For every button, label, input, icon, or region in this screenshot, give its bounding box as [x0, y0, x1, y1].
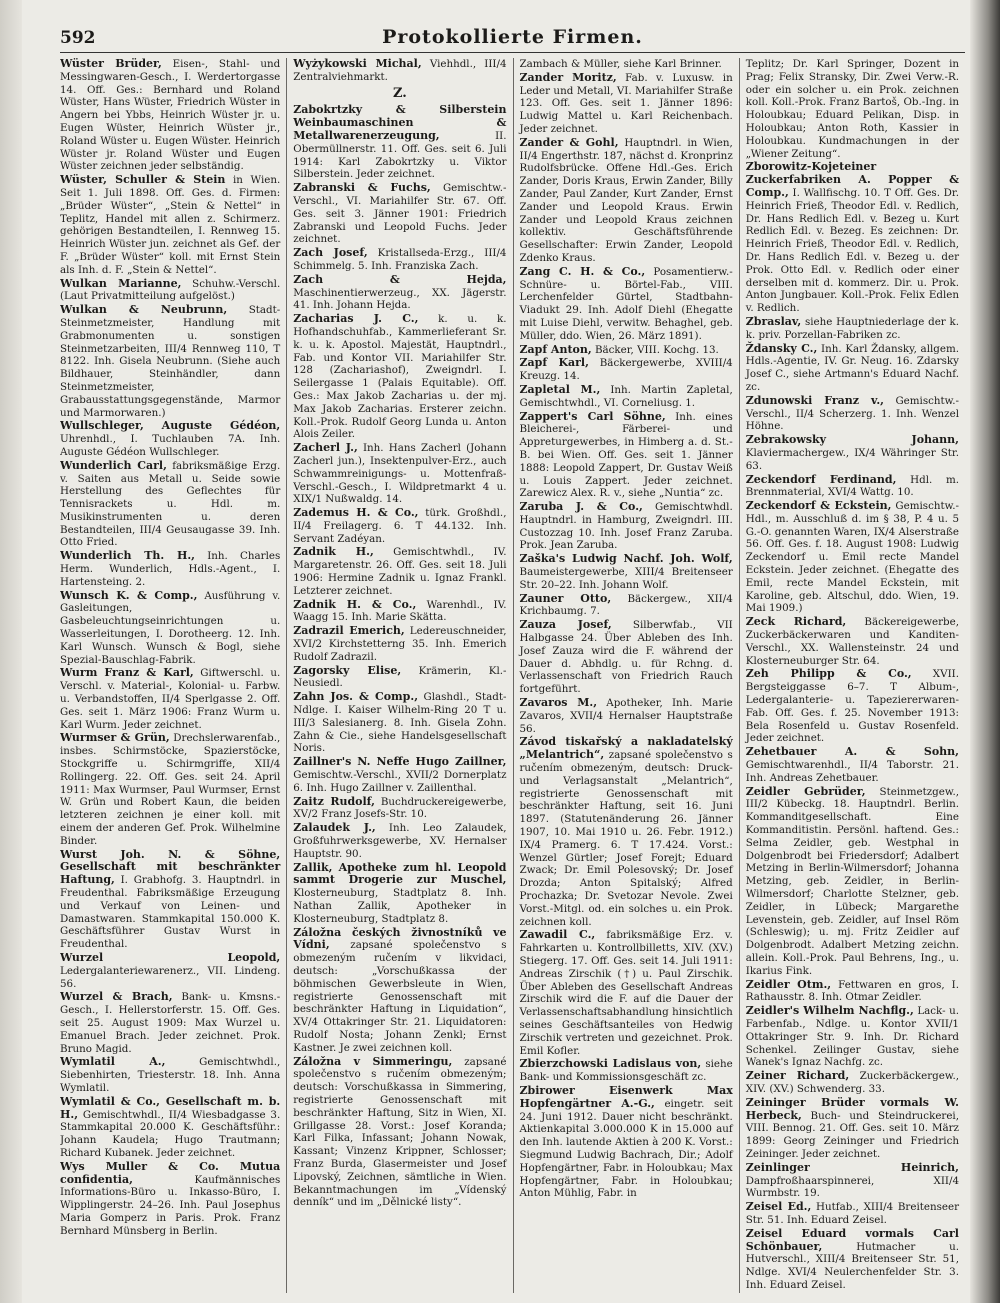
directory-entry: [746, 395, 959, 433]
directory-entry: [293, 599, 506, 625]
entry-text: Bäckergew., XII/4 Krichbaumg. 7.: [519, 592, 733, 618]
entry-text: in Wien. Seit 1. Juli 1898. Off. Ges. d. Firmen: „Brüder Wüster“, „Stein & Nettel“ in Teplitz, Handel mit allen z. Schirmerz. gehörigen Bestandteilen, I. Rennweg 15. Heinrich Wüster jun. zeichnet als Gef. der F. „Brüder Wüster“ koll. mit Ernst Stein als Inh. d. F. „Stein & Nettel“.: [60, 174, 281, 276]
entry-text: Fab. v. Luxusw. in Leder und Metall, VI. Mariahilfer Straße 123. Off. Ges. seit 1. Jänner 1896: Ludwig Mattel u. Karl Reichenbach. Jeder zeichnet.: [519, 71, 733, 135]
directory-entry: [293, 625, 506, 663]
firm-name: Zavaros M.,: [519, 696, 598, 710]
entry-text: Inh. Karl Ždansky, allgem. Hdls.-Agentie, IV. Gr. Neug. 16. Zdarsky Josef C., siehe Artmann's Eduard Nachf. zc.: [745, 342, 959, 393]
firm-name: Zeisel Eduard vormals Carl Schönbauer,: [745, 1226, 959, 1253]
column-4: [739, 58, 965, 1293]
entry-text: Hutmacher u. Hutverschl., XIII/4 Breitenseer Str. 51, Ndlge. XVI/4 Neulerchenfelder Str. 3. Inh. Eduard Zeisel.: [745, 1240, 959, 1291]
directory-entry: [293, 1056, 506, 1210]
directory-entry: [520, 929, 733, 1057]
entry-text: Teplitz; Dr. Karl Springer, Dozent in Prag; Felix Stransky, Dir. Zwei Verw.-R. oder ein solcher u. ein Prok. zeichnen koll. Koll.-Prok. Franz Bartoš, Ob.-Ing. in Holoubkau; Eduard Pelikan, Disp. in Holoubkau; Anton Roth, Kassier in Holoubkau. Kundmachungen in der „Wiener Zeitung“.: [745, 58, 959, 160]
directory-entry: [520, 357, 733, 383]
directory-entry: [293, 756, 506, 794]
directory-entry: [746, 434, 959, 472]
directory-entry: [60, 667, 280, 731]
directory-entry: [60, 174, 280, 276]
entry-text: Ledergalanteriewarenerz., VII. Lindeng. 56.: [60, 964, 281, 990]
directory-entry: [520, 58, 733, 71]
entry-text: Gemischtwhdl., Siebenhirten, Triesterstr. 18. Inh. Anna Wymlatil.: [60, 1056, 281, 1094]
firm-name: Zander & Gohl,: [519, 135, 619, 149]
entry-text: Bäckergewerbe, XVIII/4 Kreuzg. 14.: [519, 357, 733, 383]
entry-text: Gemischtw.-Verschl., XVII/2 Dornerplatz 6. Inh. Hugo Zaillner v. Zaillenthal.: [293, 769, 507, 794]
entry-text: Inh. Hans Zacherl (Johann Zacherl jun.), Insektenpulver-Erz., auch Schwammreinigungs- u. Mottenfraß-Verschl.-Gesch., I. Wildpretmarkt 4 u. XIX/1 Nußwaldg. 14.: [293, 442, 507, 506]
firm-name: Zaruba J. & Co.,: [519, 500, 643, 514]
entry-text: Bäcker, VIII. Kochg. 13.: [591, 343, 719, 356]
firm-name: Zeidler Gebrüder,: [745, 784, 866, 798]
directory-entry: [60, 991, 280, 1055]
entry-text: Giftwerschl. u. Verschl. v. Material-, Kolonial- u. Farbw. u. Verbandstoffen, II/4 Sperlgasse 2. Off. Ges. seit 1. März 1906: Franz Wurm u. Karl Wurm. Jeder zeichnet.: [60, 667, 281, 731]
directory-entry: [60, 1096, 280, 1160]
entry-text: Glashdl., Stadt-Ndlge. I. Kaiser Wilhelm-Ring 20 T u. III/3 Salesianerg. 8. Inh. Gisela Zohn. Zahn & Cie., siehe Handelsgesellschaft Noris.: [293, 691, 507, 755]
firm-name: Zbierzchowski Ladislaus von,: [519, 1057, 702, 1071]
directory-entry: [60, 1056, 280, 1094]
directory-entry: [746, 500, 959, 615]
entry-text: I. Wallfischg. 10. T Off. Ges. Dr. Heinrich Frieß, Theodor Edl. v. Redlich, Dr. Hans Redlich Edl. v. Bezeg u. Kurt Redlich Edl. v. Bezeg. Es zeichnen: Dr. Heinrich Frieß, Theodor Edl. v. Redlich, Dr. Hans Redlich Edl. v. Bezeg u. der Prok. Otto Edl. v. Redlich oder einer derselben mit d. kommerz. Dir. u. Prok. Anton Jungbauer. Koll.-Prok. Felix Edlen v. Redlich.: [745, 186, 959, 315]
firm-name: Zeckendorf & Eckstein,: [745, 499, 892, 513]
directory-entry: [293, 665, 506, 691]
directory-entry: [293, 796, 506, 822]
firm-name: Zapf Anton,: [519, 342, 592, 356]
column-2: [286, 58, 512, 1293]
entry-text: Zambach & Müller, siehe Karl Brinner.: [519, 58, 722, 70]
entry-text: Kaufmännisches Informations-Büro u. Inkasso-Büro, I. Wipplingerstr. 24–26. Inh. Paul Josephus Maria Gomperz in Paris. Prok. Franz Bernhard Münsberg in Berlin.: [60, 1173, 281, 1237]
entry-text: Gemischtwhdl. Hauptndrl. in Hamburg, Zweigndrl. III. Custozzag 10. Inh. Josef Franz Zaruba. Prok. Jean Zaruba.: [519, 501, 733, 552]
entry-text: Inh. eines Bleicherei-, Färberei- und Appreturgewerbes, in Himberg a. d. St.-B. bei Wien. Off. Ges. seit 1. Jänner 1888: Leopold Zappert, Dr. Gustav Weiß u. Louis Zappert. Jeder zeichnet. Zarewicz Alex. R. v., siehe „Nuntia“ zc.: [519, 410, 733, 500]
firm-name: Zdunowski Franz v.,: [745, 393, 884, 407]
entry-text: türk. Großhdl., II/4 Freilagerg. 6. T 44.132. Inh. Servant Zadéyan.: [293, 507, 507, 545]
directory-entry: [746, 1201, 959, 1227]
directory-entry: [293, 442, 506, 506]
firm-name: Zaillner's N. Neffe Hugo Zaillner,: [293, 755, 507, 769]
entry-text: Apotheker, Inh. Marie Zavaros, XVII/4 Hernalser Hauptstraße 56.: [519, 697, 733, 735]
entry-text: Inh. Leo Zalaudek, Großfuhrwerksgewerbe, XV. Hernalser Hauptstr. 90.: [293, 822, 507, 860]
directory-entry: [293, 822, 506, 860]
page-header: [60, 26, 965, 53]
entry-text: Dampfroßhaarspinnerei, XII/4 Wurmbstr. 19.: [745, 1174, 959, 1200]
firm-name: Zang C. H. & Co.,: [519, 264, 646, 278]
entry-text: Buch- und Steindruckerei, VIII. Bennog. 21. Off. Ges. seit 10. März 1899: Georg Zeininger und Friedrich Zeininger. Jeder zeichnet.: [745, 1109, 959, 1160]
firm-name: Zander Moritz,: [519, 70, 617, 84]
entry-text: Gemischtwhdl., II/4 Wiesbadgasse 3. Stammkapital 20.000 K. Geschäftsführ.: Johann Kaudela; Hugo Trautmann; Richard Kubanek. Jeder zeichnet.: [60, 1108, 281, 1159]
entry-text: zapsané společenstvo s obmezeným ručením v likvidaci, deutsch: „Vorschußkassa der böhmischen Gewerbsleute in Wien, registrierte Genossenschaft mit beschränkter Haftung in Liquidation“, XV/4 Ottakringer Str. 21. Liquidatoren: Rudolf Nosta; Johann Zenkl; Ernst Kastner. Je zwei zeichnen koll.: [293, 939, 507, 1054]
directory-entry: [60, 849, 280, 951]
directory-entry: [746, 316, 959, 342]
directory-entry: [293, 182, 506, 246]
directory-entry: [293, 691, 506, 755]
directory-entry: [520, 72, 733, 136]
firm-name: Wurmser & Grün,: [60, 731, 170, 745]
firm-name: Zeidler Otm.,: [745, 977, 832, 991]
running-head: Protokollierte Firmen.: [382, 26, 643, 48]
entry-text: Ausführung v. Gasleitungen, Gasbeleuchtungseinrichtungen u. Wasserleitungen, I. Dorotheerg. 12. Inh. Karl Wunsch. Wunsch & Bogl, siehe Spezial-Bauschlag-Fabrik.: [60, 589, 281, 666]
entry-text: k. u. k. Hofhandschuhfab., Kammerlieferant Sr. k. u. k. Apostol. Majestät, Hauptndrl., Fab. und Kontor VII. Mariahilfer Str. 128 (Zachariashof), Zweigndrl. I. Seilergasse 1 (Palais Equitable). Off. Ges.: Max Jakob Zacharias u. der mj. Max Jakob Zacharias. Ersterer zeichn. Koll.-Prok. Rudolf Georg Lunda u. Anton Alois Zeiler.: [293, 313, 507, 441]
directory-entry: [520, 619, 733, 696]
entry-text: Bank- u. Kmsns.-Gesch., I. Hellerstorferstr. 15. Off. Ges. seit 25. August 1909: Max Wurzel u. Emanuel Brach. Jeder zeichnet. Prok. Bruno Magid.: [60, 991, 281, 1055]
directory-entry: [293, 507, 506, 545]
directory-entry: [293, 313, 506, 441]
firm-name: Zacharias J. C.,: [293, 312, 419, 326]
directory-entry: [293, 58, 506, 84]
firm-name: Zadrazil Emerich,: [293, 624, 405, 638]
entry-text: Kristallseda-Erzg., III/4 Schimmelg. 5. Inh. Franziska Zach.: [293, 247, 507, 272]
firm-name: Zadnik H. & Co.,: [293, 597, 417, 611]
entry-text: Silberwfab., VII Halbgasse 24. Über Ableben des Inh. Josef Zauza wird die F. während der Dauer d. Abhdlg. u. für Rchng. d. Verlassenschaft von Friedrich Rauch fortgeführt.: [519, 619, 733, 696]
page-edge-right: [970, 0, 1000, 1303]
directory-entry: [520, 697, 733, 735]
entry-text: Klosterneuburg, Stadtplatz 8. Inh. Nathan Zallik, Apotheker in Klosterneuburg, Stadtplatz 8.: [293, 887, 507, 925]
firm-name: Wurzel Leopold,: [60, 950, 281, 964]
entry-text: fabriksmäßige Erzg. v. Saiten aus Metall u. Seide sowie Herstellung des Geflechtes für Tennisrackets u. Hdl. m. Musikinstrumenten u. deren Bestandteilen, III/4 Geusaugasse 39. Inh. Otto Fried.: [60, 459, 281, 549]
directory-entry: [293, 927, 506, 1055]
entry-text: Hutfab., XIII/4 Breitenseer Str. 51. Inh. Eduard Zeisel.: [745, 1201, 959, 1226]
directory-entry: [520, 137, 733, 265]
firm-name: Wymlatil A.,: [60, 1055, 166, 1069]
firm-name: Zeh Philipp & Co.,: [745, 667, 912, 681]
directory-entry: [746, 786, 959, 978]
page-edge-left: [0, 0, 22, 1303]
firm-name: Ždansky C.,: [745, 341, 818, 355]
directory-entry: [520, 266, 733, 343]
directory-entry: [746, 1005, 959, 1069]
directory-entry: [746, 1070, 959, 1096]
firm-name: Zeck Richard,: [745, 615, 847, 629]
directory-entry: [60, 952, 280, 990]
directory-entry: [520, 344, 733, 357]
entry-text: Inh. Martin Zapletal, Gemischtwhdl., VI. Corneliusg. 1.: [519, 383, 733, 409]
firm-name: Wunderlich Carl,: [60, 458, 167, 472]
directory-entry: [60, 590, 280, 667]
directory-entry: [293, 546, 506, 597]
directory-entry: [293, 247, 506, 273]
firm-name: Zauza Josef,: [519, 618, 612, 632]
directory-entry: [746, 161, 959, 315]
firm-name: Zbirower Eisenwerk Max Hopfengärtner A.-G.,: [519, 1083, 733, 1110]
entry-text: zapsané společenstvo s ručením obmezeným, deutsch: Druck- und Verlagsanstalt „Melantrich“, registrierte Genossenschaft mit beschränkter Haftung, seit 16. Juni 1897. (Statutenänderung 26. Jänner 1907, 10. Mai 1910 u. 26. Febr. 1912.) IX/4 Pramerg. 6. T 17.424. Vorst.: Wenzel Gürtler; Josef Forejt; Eduard Zwack; Dr. Emil Polesovský; Dr. Josef Drozda; Anton Spitalský; Alfred Prochazka; Dr. Svetozar Nevole. Zwei Vorst.-Mitgl. od. ein solches u. ein Prok. zeichnen koll.: [519, 749, 733, 928]
entry-text: Gemischtw.-Hdl., m. Ausschluß d. im § 38, P. 4 u. 5 G.-O. genannten Waren, IX/4 Alserstraße 56. Off. Ges. f. 18. August 1908: Ludwig Zeckendorf u. Emil recte Mandel Eckstein. Jeder zeichnet. (Ehegatte des Emil, recte Mandel Eckstein, mit Karoline, geb. Altschul, ddo. Wien, 19. Mai 1909.): [745, 500, 959, 615]
firm-name: Zallik, Apotheke zum hl. Leopold sammt Drogerie zur Muschel,: [293, 860, 507, 887]
firm-name: Záložna českých živnostníků ve Vídni,: [293, 925, 507, 952]
entry-text: I. Grabhofg. 3. Hauptndrl. in Freudenthal. Fabriksmäßige Erzeugung und Verkauf von Leinen- und Damastwaren. Stammkapital 150.000 K. Geschäftsführer Gustav Wurst in Freudenthal.: [60, 874, 281, 951]
directory-entry: [60, 732, 280, 847]
entry-text: Baumeistergewerbe, XIII/4 Breitenseer Str. 20–22. Inh. Johann Wolf.: [519, 566, 733, 591]
entry-text: Hauptndrl. in Wien, II/4 Engerthstr. 187, nächst d. Kronprinz Rudolfsbrücke. Offene Hdl.-Ges. Erich Zander, Doris Kraus, Erwin Zander, Billy Zander, Paul Zander, Kurt Zander, Ernst Zander und Leopold Kraus. Erwin Zander und Leopold Kraus zeichnen kollektiv. Geschäftsführende Gesellschafter: Erwin Zander, Leopold Zdenko Kraus.: [519, 136, 733, 264]
firm-name: Zeinlinger Heinrich,: [745, 1160, 959, 1174]
directory-entry: [293, 274, 506, 312]
firm-name: Zbraslav,: [745, 314, 802, 328]
directory-entry: [520, 501, 733, 552]
firm-name: Zaitz Rudolf,: [293, 794, 375, 808]
entry-text: Posamentierw.-Schnüre- u. Börtel-Fab., VIII. Lerchenfelder Gürtel, Stadtbahn-Viadukt 29. Inh. Adolf Diehl (Ehegatte mit Luise Diehl, verwitw. Behaghel, geb. Müller, ddo. Wien, 26. März 1891).: [519, 265, 733, 342]
directory-entry: [746, 1228, 959, 1292]
entry-text: XVII. Bergsteiggasse 6–7. T Album-, Ledergalanterie- u. Tapeziererwaren-Fab. Off. Ges. f. 25. November 1913: Bela Rosenfeld u. Gustav Rosenfeld. Jeder zeichnet.: [745, 668, 959, 745]
firm-name: Zadnik H.,: [293, 545, 374, 559]
directory-entry: [746, 616, 959, 667]
firm-name: Zaška's Ludwig Nachf. Joh. Wolf,: [519, 552, 733, 566]
firm-name: Wyżykowski Michal,: [293, 58, 422, 70]
directory-entry: [746, 343, 959, 394]
firm-name: Zapf Karl,: [519, 356, 589, 370]
entry-text: Hdl. m. Brennmaterial, XVI/4 Wattg. 10.: [745, 473, 959, 499]
directory-entry: [293, 862, 506, 926]
directory-entry: [60, 304, 280, 419]
directory-entry: [746, 668, 959, 745]
firm-name: Zeininger Brüder vormals W. Herbeck,: [745, 1095, 959, 1122]
directory-entry: [60, 58, 280, 173]
firm-name: Wunsch K. & Comp.,: [60, 588, 198, 602]
firm-name: Zapletal M.,: [519, 382, 601, 396]
directory-entry: [60, 278, 280, 304]
entry-text: eingetr. seit 24. Juni 1912. Dauer nicht beschränkt. Aktienkapital 3.000.000 K in 15.000 auf den Inh. lautende Aktien à 200 K. Vorst.: Siegmund Ludwig Bachrach, Dir.; Adolf Hopfengärtner, Fabr. in Holoubkau; Max Hopfengärtner, Fabr. in Holoubkau; Anton Mühlig, Fabr. in: [519, 1097, 733, 1200]
entry-text: fabriksmäßige Erz. v. Fahrkarten u. Kontrollbilletts, XIV. (XV.) Stiegerg. 17. Off. Ges. seit 14. Juli 1911: Andreas Zirschik (†) u. Paul Zirschik. Über Ableben des Gesellschaft Andreas Zirschik wird die F. auf die Dauer der Verlassenschaftsabhandlung hinsichtlich seines Geschäftsanteiles von Hedwig Zirschik vertreten und gezeichnet. Prok. Emil Kofler.: [519, 929, 733, 1057]
entry-text: zapsané společenstvo s ručením obmezeným; deutsch: Vorschußkassa in Simmering, registrierte Genossenschaft mit beschränkter Haftung, Sitz in Wien, XI. Grillgasse 28. Vorst.: Josef Koranda; Karl Filka, Infassant; Johann Nowak, Kassant; Vinzenz Krippner, Schlosser; Franz Burda, Glasermeister und Josef Lipovský, Zeichnen, sämtliche in Wien. Bekanntmachungen im „Vídenský denník“ und im „Dělnické listy“.: [293, 1055, 507, 1209]
firm-name: Zeiner Richard,: [745, 1069, 850, 1083]
firm-name: Zebrakowsky Johann,: [745, 433, 959, 447]
firm-name: Zach Josef,: [293, 246, 368, 260]
entry-text: Z.: [392, 85, 407, 101]
entry-text: Stadt-Steinmetzmeister, Handlung mit Grabmonumenten u. sonstigen Steinmetzarbeiten, III/4 Rennweg 110, T 8122. Inh. Gisela Neubrunn. (Siehe auch Bildhauer, Steinhändler, dann Steinmetzmeister, Grabausstattungsgegenstände, Marmor und Marmorwaren.): [60, 304, 281, 419]
entry-text: siehe Hauptniederlage der k. k. priv. Porzellan-Fabriken zc.: [745, 315, 959, 341]
firm-name: Zeckendorf Ferdinand,: [745, 472, 897, 486]
firm-name: Zach & Hejda,: [293, 272, 507, 286]
directory-entry: [520, 593, 733, 619]
firm-name: Zborowitz-Kojeteiner Zuckerfabriken A. Popper & Comp.,: [745, 160, 959, 199]
entry-text: Steinmetzgew., III/2 Kübeckg. 18. Hauptndrl. Berlin. Kommanditgesellschaft. Eine Kommanditistin. Persönl. haftend. Ges.: Selma Zeidler, geb. Westphal in Dolgenbrodt bei Friedersdorf; Adalbert Metzing in Berlin-Wilmersdorf; Johanna Metzing, geb. Zeidler, in Berlin-Wilmersdorf; Charlotte Stelzner, geb. Zeidler, in Lübeck; Margarethe Levenstein, geb. Zeidler, auf Insel Röm (Schleswig); u. mj. Fritz Zeidler auf Dolgenbrodt. Adalbert Metzing zeichn. allein. Koll.-Prok. Paul Behrens, Ing., u. Ikarius Fink.: [745, 785, 960, 977]
firm-name: Wulkan & Neubrunn,: [60, 303, 228, 317]
directory-entry: [520, 736, 733, 928]
firm-name: Wullschleger, Auguste Gédéon,: [60, 419, 281, 433]
entry-text: Gemischtw.-Verschl., II/4 Scherzerg. 1. Inh. Wenzel Höhne.: [745, 394, 959, 433]
directory-entry: [520, 1058, 733, 1084]
directory-entry: [293, 104, 506, 181]
entry-text: Fettwaren en gros, I. Rathausstr. 8. Inh. Otmar Zeidler.: [745, 978, 959, 1004]
directory-entry: [520, 553, 733, 591]
entry-text: Schuhw.-Verschl. (Laut Privatmitteilung aufgelöst.): [60, 277, 281, 303]
directory-entry: [520, 1085, 733, 1200]
entry-text: Maschinentierwerzeug., XX. Jägerstr. 41. Inh. Johann Hejda.: [293, 286, 507, 312]
entry-text: Viehhdl., III/4 Zentralviehmarkt.: [293, 58, 507, 83]
firm-name: Zalaudek J.,: [293, 821, 376, 835]
firm-name: Zademus H. & Co.,: [293, 506, 419, 520]
firm-name: Záložna v Simmeringu,: [293, 1054, 453, 1068]
firm-name: Zacherl J.,: [293, 441, 358, 455]
firm-name: Wurst Joh. N. & Söhne, Gesellschaft mit beschränkter Haftung,: [60, 847, 281, 887]
directory-entry: [60, 460, 280, 550]
entry-text: Gemischtw.-Verschl., VI. Mariahilfer Str. 67. Off. Ges. seit 3. Jänner 1901: Friedrich Zabranski und Leopold Fuchs. Jeder zeichnet.: [293, 182, 507, 246]
columns: [60, 58, 965, 1293]
directory-entry: [746, 474, 959, 500]
firm-name: Zeidler's Wilhelm Nachflg.,: [745, 1004, 914, 1018]
directory-entry: [60, 1161, 280, 1238]
entry-text: Eisen-, Stahl- und Messingwaren-Gesch., I. Werdertorgasse 14. Off. Ges.: Bernhard und Roland Wüster, Hans Wüster, Friedrich Wüster in Angern bei Ybbs, Heinrich Wüster jr. u. Eugen Wüster, Heinrich Wüster jr., Roland Wüster u. Eugen Wüster. Heinrich Wüster jr. Roland Wüster und Eugen Wüster zeichnen jeder selbständig.: [60, 58, 281, 173]
directory-entry: [60, 550, 280, 588]
firm-name: Zeisel Ed.,: [745, 1200, 812, 1214]
directory-entry: [746, 58, 959, 160]
entry-text: Lack- u. Farbenfab., Ndlge. u. Kontor XVII/1 Ottakringer Str. 9. Inh. Dr. Richard Schenkel. Zeilinger Gustav, siehe Wanek's Ignaz Nachfg. zc.: [745, 1005, 959, 1069]
column-3: [513, 58, 739, 1293]
directory-entry: [746, 1162, 959, 1200]
firm-name: Zappert's Carl Söhne,: [519, 409, 666, 423]
column-1: [60, 58, 286, 1293]
entry-text: Inh. Charles Herm. Wunderlich, Hdls.-Agent., I. Hartensteing. 2.: [60, 550, 281, 588]
entry-text: Buchdruckereigewerbe, XV/2 Franz Josefs-Str. 10.: [293, 795, 507, 821]
entry-text: II. Obermüllnerstr. 11. Off. Ges. seit 6. Juli 1914: Karl Zabokrtzky u. Viktor Silberstein. Jeder zeichnet.: [293, 129, 507, 181]
section-letter-heading: [293, 85, 506, 101]
firm-name: Zagorsky Elise,: [293, 663, 402, 677]
firm-name: Wys Muller & Co. Mutua confidentia,: [60, 1159, 281, 1186]
firm-name: Zawadil C.,: [519, 928, 596, 942]
entry-text: Drechslerwarenfab., insbes. Schirmstöcke, Spazierstöcke, Stockgriffe u. Schirmgriffe, XII/4 Rollingerg. 22. Off. Ges. seit 24. April 1911: Max Wurmser, Paul Wurmser, Ernst W. Grün und Robert Kaun, die beiden letzteren zeichnen je einer koll. mit einem der anderen Gef. Prok. Wilhelmine Binder.: [60, 732, 281, 847]
entry-text: Krämerin, Kl.-Neusiedl.: [293, 664, 507, 690]
page-number: 592: [60, 28, 96, 48]
directory-entry: [746, 746, 959, 784]
firm-name: Wurm Franz & Karl,: [60, 666, 194, 680]
firm-name: Zabranski & Fuchs,: [293, 181, 431, 195]
firm-name: Wurzel & Brach,: [60, 990, 173, 1004]
firm-name: Wüster, Schuller & Stein: [60, 173, 226, 187]
firm-name: Zehetbauer A. & Sohn,: [745, 745, 959, 759]
entry-text: Gemischtwhdl., IV. Margaretenstr. 26. Off. Ges. seit 18. Juli 1906: Hermine Zadnik u. Ignaz Frankl. Letzterer zeichnet.: [293, 546, 507, 597]
firm-name: Zabokrtzky & Silberstein Weinbaumaschinen & Metallwarenerzeugung,: [293, 103, 507, 142]
directory-entry: [746, 979, 959, 1005]
entry-text: Warenhdl., IV. Waagg 15. Inh. Marie Skätta.: [293, 598, 507, 624]
firm-name: Wulkan Marianne,: [60, 276, 182, 290]
entry-text: Ledereuschneider, XVI/2 Kirchstetterng 35. Inh. Emerich Rudolf Zadrazil.: [293, 625, 507, 663]
firm-name: Wunderlich Th. H.,: [60, 549, 196, 563]
directory-entry: [520, 384, 733, 410]
firm-name: Wymlatil & Co., Gesellschaft m. b. H.,: [60, 1094, 281, 1121]
firm-name: Zahn Jos. & Comp.,: [293, 690, 419, 704]
firm-name: Wüster Brüder,: [60, 58, 162, 70]
entry-text: Gemischtwarenhdl., II/4 Taborstr. 21. Inh. Andreas Zehetbauer.: [745, 759, 959, 784]
firm-name: Závod tiskařský a nakladatelský „Melantrich“,: [519, 735, 733, 762]
directory-entry: [746, 1097, 959, 1161]
entry-text: siehe Bank- und Kommissionsgeschäft zc.: [519, 1058, 733, 1084]
directory-entry: [60, 420, 280, 458]
entry-text: Bäckereigewerbe, Zuckerbäckerwaren und Kanditen-Verschl., XX. Wallensteinstr. 24 und Klosterneuburger Str. 64.: [745, 616, 959, 667]
directory-entry: [520, 411, 733, 501]
entry-text: Klaviermachergew., IX/4 Währinger Str. 63.: [745, 446, 959, 472]
firm-name: Zauner Otto,: [519, 591, 612, 605]
entry-text: Zuckerbäckergew., XIV. (XV.) Schwenderg. 33.: [745, 1070, 959, 1095]
entry-text: Uhrenhdl., I. Tuchlauben 7A. Inh. Auguste Gédéon Wullschleger.: [60, 433, 281, 458]
